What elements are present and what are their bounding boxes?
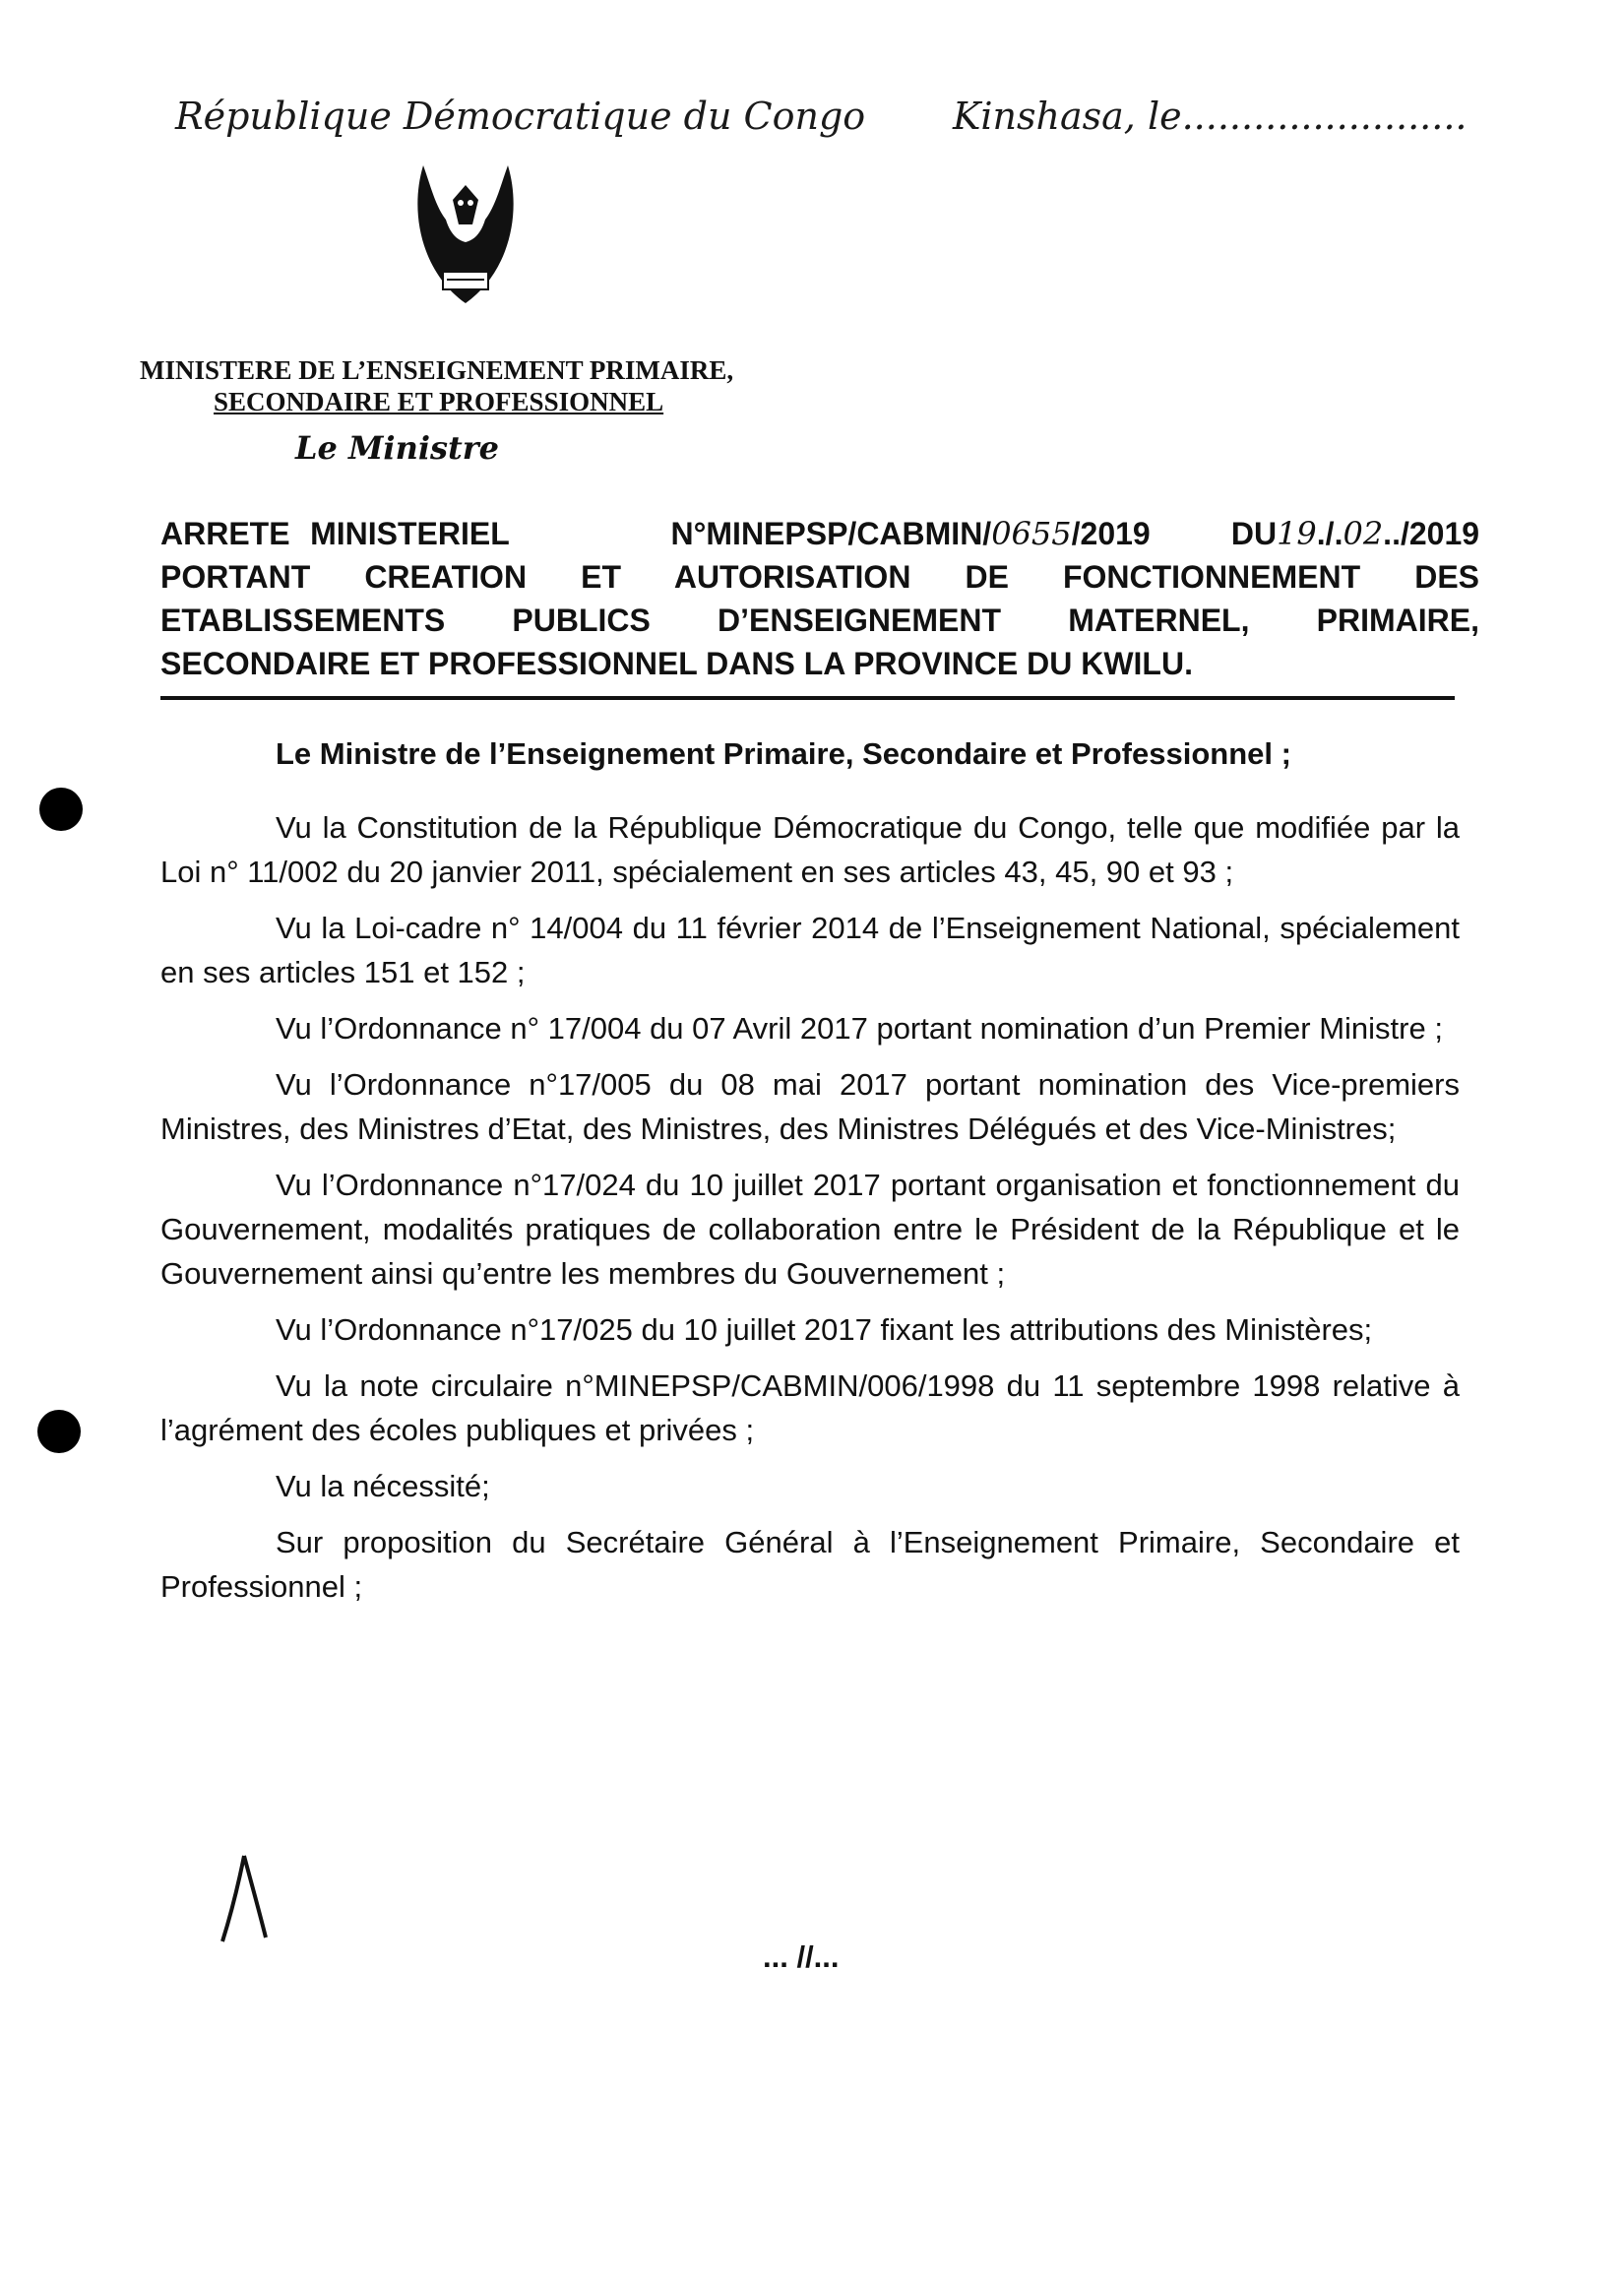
title-row-1: [160, 512, 1479, 555]
ministry-line-2: SECONDAIRE ET PROFESSIONNEL: [214, 387, 664, 416]
punch-hole: [37, 1410, 81, 1453]
ministry-line-1: MINISTERE DE L’ENSEIGNEMENT PRIMAIRE,: [140, 355, 734, 385]
preamble-heading: Le Ministre de l’Enseignement Primaire, Secondaire et Professionnel ;: [276, 736, 1291, 771]
title-ref-prefix: N°MINEPSP/CABMIN/: [670, 516, 992, 551]
title-underline-rule: [160, 696, 1455, 700]
paragraph-loi-cadre: Vu la Loi-cadre n° 14/004 du 11 février 2014 de l’Enseignement National, spécialement en ses articles 151 et 152 ;: [160, 911, 1460, 989]
title-row-3: ETABLISSEMENTS PUBLICS D’ENSEIGNEMENT MATERNEL, PRIMAIRE,: [160, 603, 1479, 638]
title-ref-year: /2019: [1071, 516, 1151, 551]
handwritten-number: 0655: [991, 515, 1072, 552]
paragraph-ordonnance-17-004: Vu l’Ordonnance n° 17/004 du 07 Avril 2017 portant nomination d’un Premier Ministre ;: [276, 1011, 1443, 1046]
handwritten-initial-mark: [215, 1851, 274, 1949]
paragraph-constitution: Vu la Constitution de la République Démocratique du Congo, telle que modifiée par la Loi n° 11/002 du 20 janvier 2011, spécialement en ses articles 43, 45, 90 et 93 ;: [160, 810, 1460, 889]
paragraph-ordonnance-17-005: Vu l’Ordonnance n°17/005 du 08 mai 2017 portant nomination des Vice-premiers Ministres, des Ministres d’Etat, des Ministres, des Ministres Délégués et des Vice-Ministres;: [160, 1067, 1460, 1146]
paragraph-proposition: Sur proposition du Secrétaire Général à l’Enseignement Primaire, Secondaire et Professionnel ;: [160, 1525, 1460, 1604]
title-row-2: PORTANT CREATION ET AUTORISATION DE FONCTIONNEMENT DES: [160, 559, 1479, 595]
title-decree-type: ARRETE MINISTERIEL: [160, 516, 510, 551]
paragraph-necessite: Vu la nécessité;: [276, 1469, 490, 1503]
title-date-sep: ./.: [1316, 516, 1343, 551]
title-date-year: ../2019: [1383, 516, 1480, 551]
ministry-block: [140, 354, 733, 417]
punch-hole: [39, 788, 83, 831]
handwritten-month: 02: [1343, 515, 1384, 552]
paragraph-ordonnance-17-024: Vu l’Ordonnance n°17/024 du 10 juillet 2017 portant organisation et fonctionnement du Gouvernement, modalités pratiques de collaboration entre le Président de la République et le Gouvernement ainsi qu’entre les membres du Gouvernement ;: [160, 1168, 1460, 1291]
decree-title: [160, 512, 1479, 685]
title-row-4: SECONDAIRE ET PROFESSIONNEL DANS LA PROVINCE DU KWILU.: [160, 646, 1193, 681]
coat-of-arms-emblem: [404, 156, 528, 313]
title-du: DU: [1230, 516, 1278, 551]
signatory-label: Le Ministre: [295, 429, 500, 467]
paragraph-ordonnance-17-025: Vu l’Ordonnance n°17/025 du 10 juillet 2017 fixant les attributions des Ministères;: [276, 1312, 1373, 1347]
continuation-marker: ... //...: [763, 1939, 840, 1974]
place-date: Kinshasa, le........................: [953, 95, 1468, 138]
handwritten-day: 19: [1277, 515, 1317, 552]
country-heading: République Démocratique du Congo: [175, 95, 866, 138]
preamble-body: [160, 805, 1460, 1620]
paragraph-note-circulaire: Vu la note circulaire n°MINEPSP/CABMIN/006/1998 du 11 septembre 1998 relative à l’agrément des écoles publiques et privées ;: [160, 1368, 1460, 1447]
